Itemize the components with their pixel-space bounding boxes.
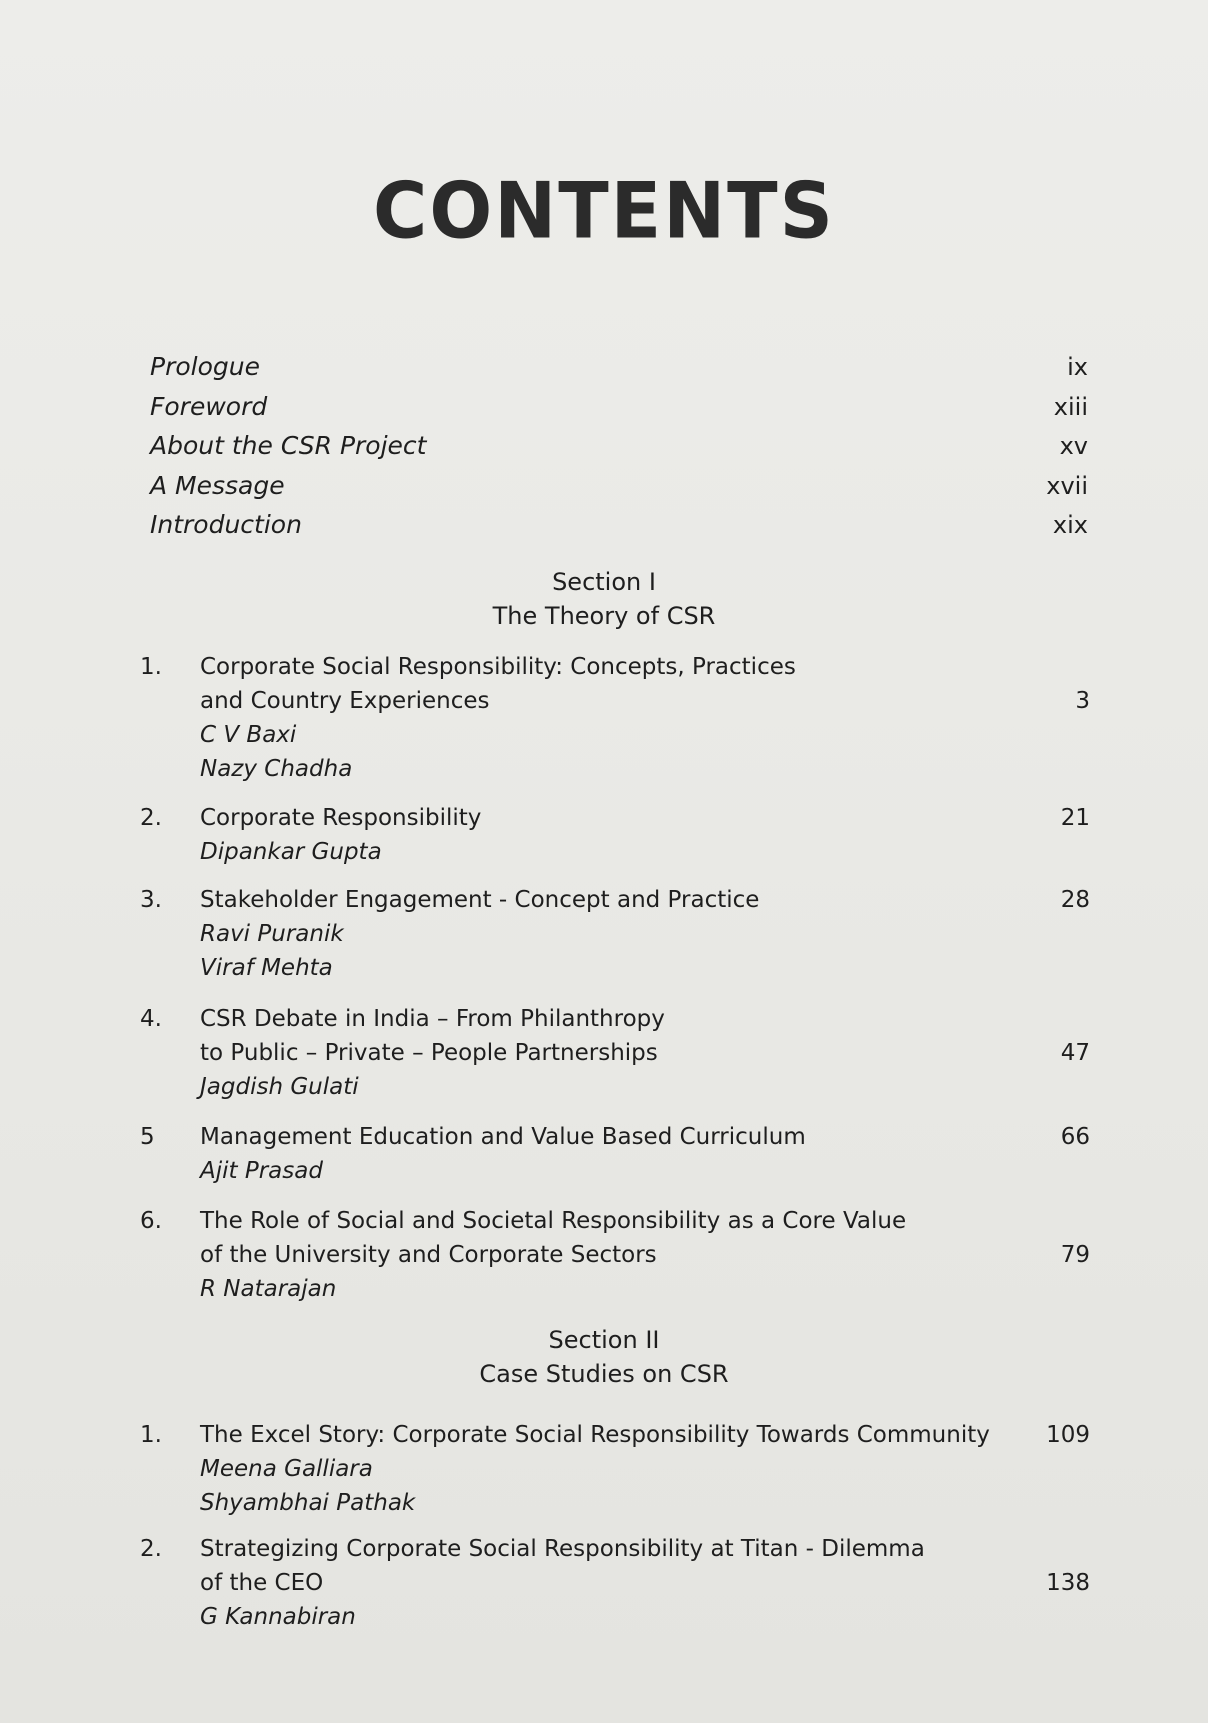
entry-number: 1. <box>140 654 162 680</box>
entry-page: 28 <box>1060 887 1090 913</box>
section-1-title: Section I <box>552 568 656 596</box>
entry-page: 21 <box>1060 805 1090 831</box>
section-1-heading <box>0 565 1208 633</box>
front-matter-label: Foreword <box>150 391 268 421</box>
entry-author: R Natarajan <box>200 1276 337 1302</box>
front-matter-list <box>150 352 1088 550</box>
front-matter-item <box>150 352 1088 392</box>
entry-page: 66 <box>1060 1124 1090 1150</box>
front-matter-page: xix <box>1052 511 1088 539</box>
entry-page: 138 <box>1046 1570 1090 1596</box>
entry-number: 6. <box>140 1208 162 1234</box>
entry-number: 3. <box>140 887 162 913</box>
entry-author: Shyambhai Pathak <box>200 1490 416 1516</box>
entry-author: Ravi Puranik <box>200 921 344 947</box>
entry-number: 2. <box>140 1536 162 1562</box>
entry-author: Viraf Mehta <box>200 955 333 981</box>
page-title: CONTENTS <box>373 165 835 257</box>
section-2-heading <box>0 1323 1208 1391</box>
entry-number: 4. <box>140 1006 162 1032</box>
entry-title-line: The Role of Social and Societal Responsibility as a Core Value <box>200 1208 907 1234</box>
front-matter-item <box>150 510 1088 550</box>
front-matter-label: A Message <box>150 470 285 500</box>
front-matter-item <box>150 431 1088 471</box>
entry-title-line: of the CEO <box>200 1570 324 1596</box>
entry-page: 3 <box>1075 688 1090 714</box>
entry-author: G Kannabiran <box>200 1604 356 1630</box>
entry-number: 2. <box>140 805 162 831</box>
entry-title-line: and Country Experiences <box>200 688 490 714</box>
entry-author: Ajit Prasad <box>200 1158 323 1184</box>
entry-title-line: Corporate Social Responsibility: Concepts, Practices <box>200 654 796 680</box>
entry-title-line: The Excel Story: Corporate Social Responsibility Towards Community <box>200 1422 990 1448</box>
entry-title-line: Strategizing Corporate Social Responsibility at Titan - Dilemma <box>200 1536 925 1562</box>
entry-number: 5 <box>140 1124 155 1150</box>
front-matter-item <box>150 392 1088 432</box>
entry-author: Meena Galliara <box>200 1456 373 1482</box>
entry-number: 1. <box>140 1422 162 1448</box>
entry-author: Dipankar Gupta <box>200 839 382 865</box>
entry-title-line: Stakeholder Engagement - Concept and Practice <box>200 887 760 913</box>
entry-author: Jagdish Gulati <box>200 1074 359 1100</box>
entry-title-line: Corporate Responsibility <box>200 805 482 831</box>
entry-page: 79 <box>1060 1242 1090 1268</box>
entry-title-line: CSR Debate in India – From Philanthropy <box>200 1006 665 1032</box>
section-2-subtitle: Case Studies on CSR <box>479 1360 729 1388</box>
entry-page: 47 <box>1060 1040 1090 1066</box>
front-matter-label: Prologue <box>150 352 260 381</box>
front-matter-page: xvii <box>1046 471 1088 500</box>
section-1-subtitle: The Theory of CSR <box>492 602 716 630</box>
front-matter-page: ix <box>1067 353 1088 381</box>
entry-page: 109 <box>1046 1422 1090 1448</box>
front-matter-page: xv <box>1059 432 1088 460</box>
section-2-title: Section II <box>548 1326 660 1354</box>
front-matter-item <box>150 471 1088 511</box>
entry-title-line: to Public – Private – People Partnerships <box>200 1040 658 1066</box>
entry-author: C V Baxi <box>200 722 297 748</box>
front-matter-page: xiii <box>1053 392 1088 421</box>
entry-title-line: Management Education and Value Based Curriculum <box>200 1124 806 1150</box>
entry-author: Nazy Chadha <box>200 756 353 782</box>
front-matter-label: Introduction <box>150 510 302 539</box>
entry-title-line: of the University and Corporate Sectors <box>200 1242 657 1268</box>
front-matter-label: About the CSR Project <box>150 431 427 460</box>
